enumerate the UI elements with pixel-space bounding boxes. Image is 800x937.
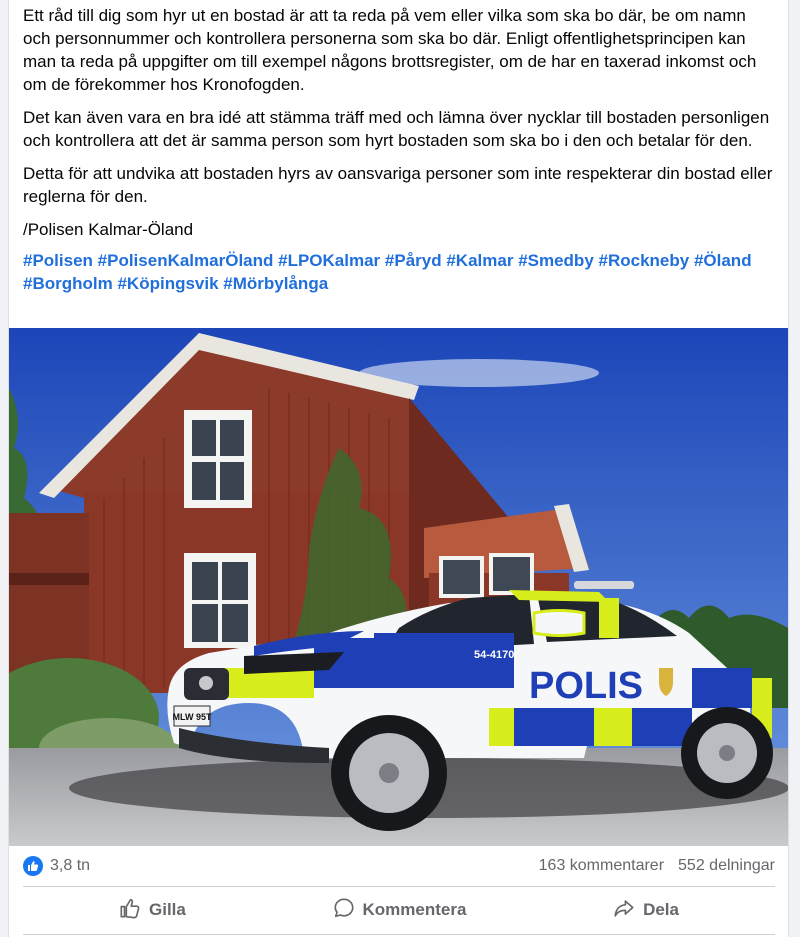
license-plate: MLW 95T [172, 712, 212, 722]
divider [23, 934, 775, 935]
comment-bubble-icon [333, 897, 355, 924]
thumbs-up-icon [119, 897, 141, 924]
hashtag-link[interactable]: #Köpingsvik [117, 274, 219, 293]
reaction-bar [23, 853, 775, 879]
post-signature: /Polisen Kalmar-Öland [23, 220, 194, 239]
post-card [8, 0, 789, 937]
like-icon [23, 856, 43, 876]
police-car-photo [9, 328, 788, 846]
post-paragraph: Ett råd till dig som hyr ut en bostad är att ta reda på vem eller vilka som ska bo där, be om namn och personnummer och kontrollera personerna som ska bo där. Enligt offentlighetsprincipen kan man ta reda på uppgifter om till exempel någons brottsregister, om de har en taxerad inkomst och om de förekommer hos Kronofogden. [23, 6, 757, 94]
post-paragraph: Detta för att undvika att bostaden hyrs av oansvariga personer som inte respekterar din bostad eller reglerna för den. [23, 164, 773, 206]
hashtag-link[interactable]: #Öland [693, 251, 752, 270]
share-label: Dela [643, 900, 679, 919]
hashtag-link[interactable]: #Påryd [384, 251, 442, 270]
car-number: 54-4170 [474, 649, 515, 661]
like-label: Gilla [149, 900, 186, 919]
hashtag-link[interactable]: #PolisenKalmarÖland [97, 251, 274, 270]
share-button[interactable] [601, 891, 691, 930]
reaction-count: 3,8 tn [50, 857, 91, 874]
hashtag-link[interactable]: #Kalmar [446, 251, 514, 270]
post-paragraph: Det kan även vara en bra idé att stämma träff med och lämna över nycklar till bostaden personligen och kontrollera att det är samma person som hyrt bostaden som ska bo i den och betalar för den. [23, 108, 770, 150]
hashtag-link[interactable]: #Rockneby [598, 251, 690, 270]
hashtag-link[interactable]: #Smedby [518, 251, 594, 270]
action-bar [23, 890, 775, 930]
hashtag-list [23, 249, 775, 295]
comment-count[interactable]: 163 kommentarer [538, 857, 665, 874]
reaction-summary[interactable] [23, 856, 90, 876]
share-arrow-icon [613, 897, 635, 924]
post-photo[interactable] [9, 328, 788, 846]
like-button[interactable] [107, 891, 198, 930]
hashtag-link[interactable]: #Polisen [23, 251, 93, 270]
hashtag-link[interactable]: #Mörbylånga [223, 274, 329, 293]
share-count[interactable]: 552 delningar [678, 857, 775, 874]
hashtag-link[interactable]: #Borgholm [23, 274, 113, 293]
divider [23, 886, 775, 887]
comment-button[interactable] [321, 891, 479, 930]
hashtag-link[interactable]: #LPOKalmar [278, 251, 381, 270]
comment-label: Kommentera [362, 900, 467, 919]
post-text [23, 4, 775, 295]
polis-text: POLIS [529, 665, 644, 707]
